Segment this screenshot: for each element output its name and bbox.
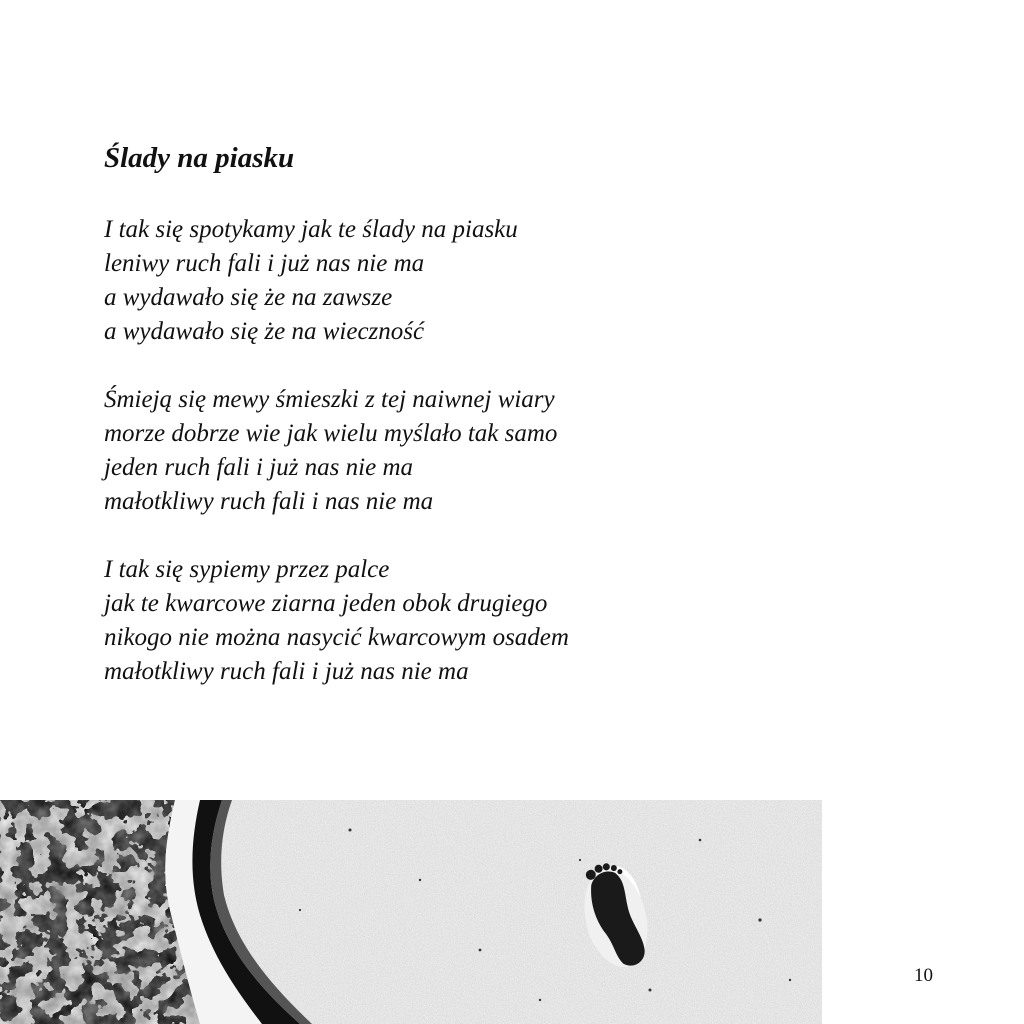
beach-footprint-image: [0, 800, 822, 1024]
poem-line: małotkliwy ruch fali i nas nie ma: [104, 488, 434, 515]
poem-body: [104, 213, 569, 723]
beach-footprint-photo: [0, 800, 822, 1024]
poem-line: Śmieją się mewy śmieszki z tej naiwnej wiary: [104, 386, 555, 413]
poem-line: a wydawało się że na wieczność: [104, 318, 425, 345]
stanza-2: [104, 383, 569, 519]
poem-title: Ślady na piasku: [104, 142, 295, 174]
poem-line: I tak się sypiemy przez palce: [104, 556, 390, 583]
poem-line: małotkliwy ruch fali i już nas nie ma: [104, 658, 469, 685]
poem-line: morze dobrze wie jak wielu myślało tak samo: [104, 420, 558, 447]
stanza-1: [104, 213, 569, 349]
poem-line: nikogo nie można nasycić kwarcowym osadem: [104, 624, 569, 651]
poem-line: jak te kwarcowe ziarna jeden obok drugiego: [104, 590, 548, 617]
poem-line: a wydawało się że na zawsze: [104, 284, 393, 311]
poem-line: jeden ruch fali i już nas nie ma: [104, 454, 413, 481]
poem-line: leniwy ruch fali i już nas nie ma: [104, 250, 425, 277]
stanza-3: [104, 553, 569, 689]
poem-line: I tak się spotykamy jak te ślady na piasku: [104, 216, 518, 243]
page-number: 10: [914, 965, 933, 986]
